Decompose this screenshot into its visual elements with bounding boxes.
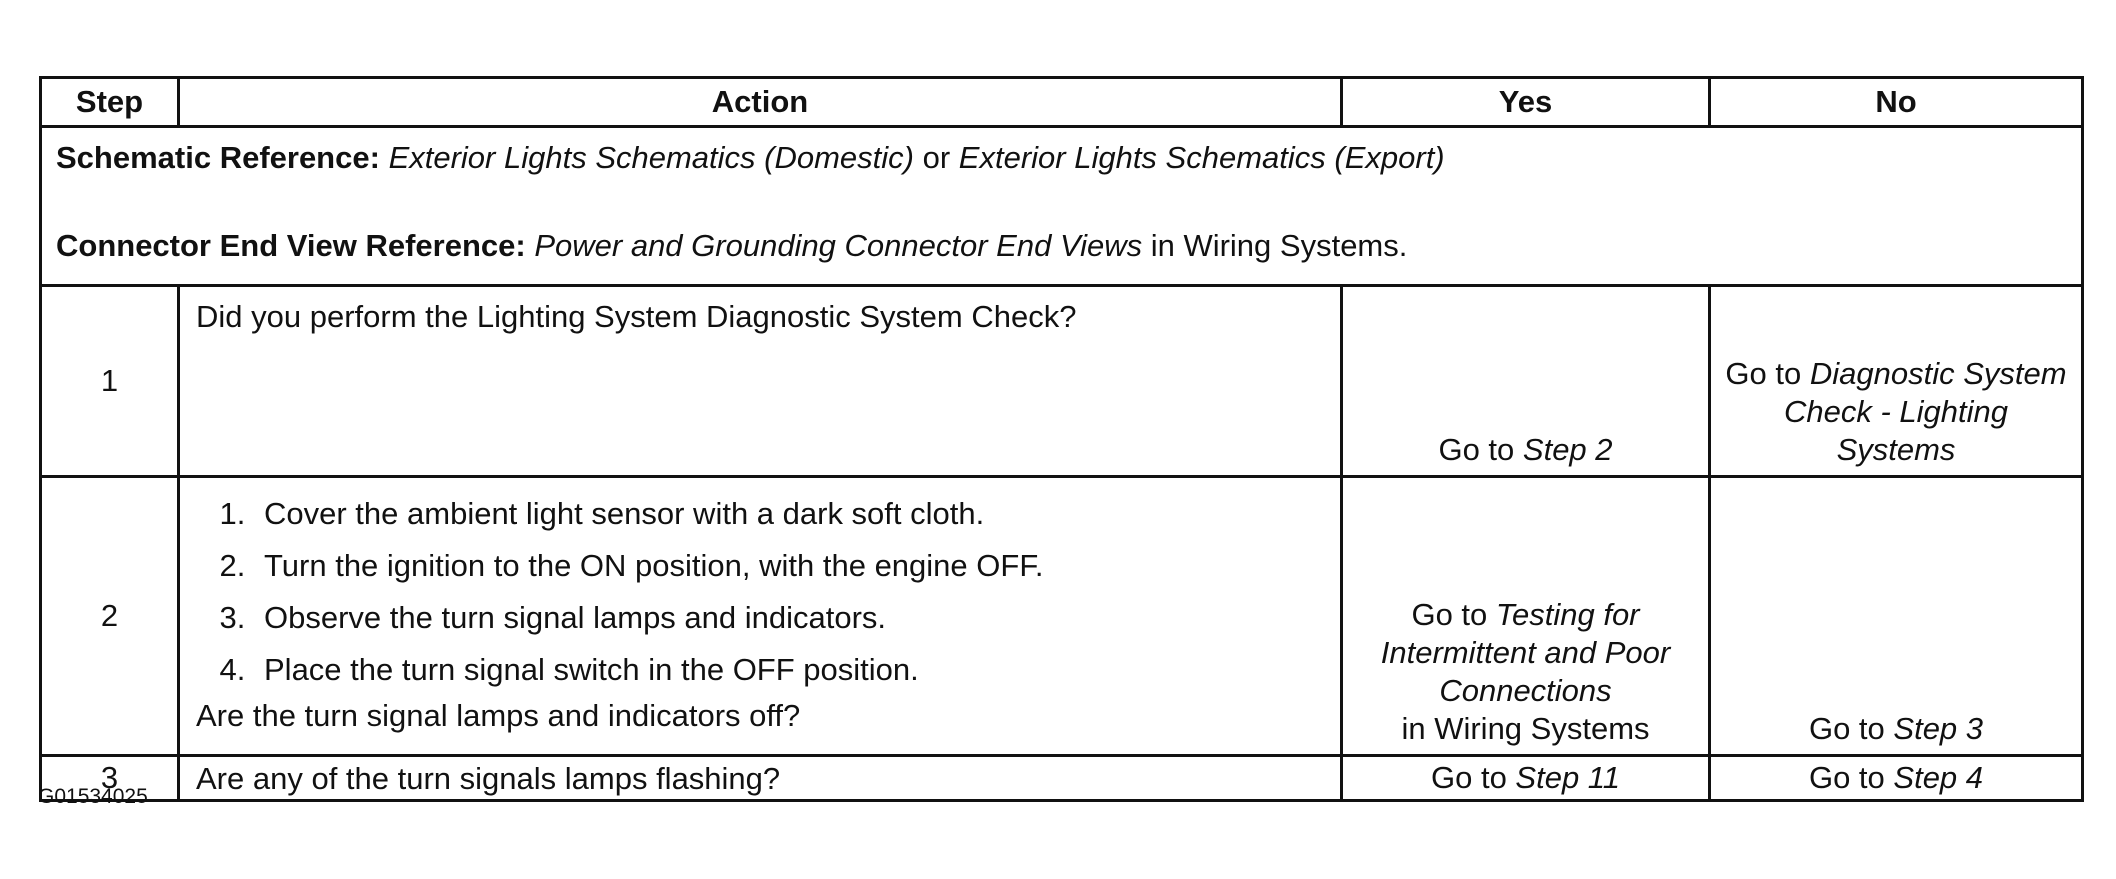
schematic-or: or [914,140,959,175]
schematic-reference [56,136,2067,180]
header-step: Step [41,78,179,127]
yes-cell [1342,477,1710,756]
no-cell [1710,477,2083,756]
no-prefix: Go to [1808,711,1894,746]
header-no: No [1710,78,2083,127]
action-question: Did you perform the Lighting System Diagnostic System Check? [196,299,1077,334]
yes-link[interactable]: Testing for Intermittent and Poor Connections [1380,597,1671,708]
instruction-item: 4. Place the turn signal switch in the OFF position. [254,644,1324,696]
step-number: 3 [41,756,179,801]
step-number: 2 [41,477,179,756]
instruction-item: 3. Observe the turn signal lamps and indicators. [254,592,1324,644]
no-link[interactable]: Step 3 [1893,711,1984,746]
yes-link[interactable]: Step 2 [1522,432,1613,467]
no-cell [1710,756,2083,801]
yes-prefix: Go to [1430,760,1516,795]
connector-link[interactable]: Power and Grounding Connector End Views [534,228,1143,263]
action-cell [179,756,1342,801]
diagnostic-table [39,76,2084,802]
instruction-item: 1. Cover the ambient light sensor with a dark soft cloth. [254,488,1324,540]
action-cell [179,286,1342,477]
header-action: Action [179,78,1342,127]
schematic-link-domestic[interactable]: Exterior Lights Schematics (Domestic) [388,140,914,175]
yes-suffix: in Wiring Systems [1401,711,1650,746]
header-row [41,78,2083,127]
yes-prefix: Go to [1438,432,1523,467]
header-yes: Yes [1342,78,1710,127]
step-number: 1 [41,286,179,477]
action-question: Are any of the turn signals lamps flashing? [196,761,781,796]
table-row [41,477,2083,756]
no-link[interactable]: Diagnostic System Check - Lighting Systems [1783,356,2067,467]
no-prefix: Go to [1808,760,1894,795]
table-row [41,756,2083,801]
yes-link[interactable]: Step 11 [1515,760,1620,795]
no-prefix: Go to [1725,356,1810,391]
connector-suffix: in Wiring Systems. [1142,228,1408,263]
figure-code: G01534025 [38,785,148,808]
schematic-link-export[interactable]: Exterior Lights Schematics (Export) [958,140,1445,175]
yes-prefix: Go to [1411,597,1496,632]
no-cell [1710,286,2083,477]
yes-cell [1342,286,1710,477]
no-link[interactable]: Step 4 [1893,760,1984,795]
schematic-reference-label: Schematic Reference: [56,140,380,175]
action-cell [179,477,1342,756]
yes-cell [1342,756,1710,801]
reference-row [41,127,2083,286]
reference-cell [41,127,2083,286]
action-question: Are the turn signal lamps and indicators off? [196,698,801,733]
connector-reference [56,224,2067,268]
instruction-item: 2. Turn the ignition to the ON position, with the engine OFF. [254,540,1324,592]
connector-reference-label: Connector End View Reference: [56,228,526,263]
instruction-list [196,488,1324,696]
table-row [41,286,2083,477]
